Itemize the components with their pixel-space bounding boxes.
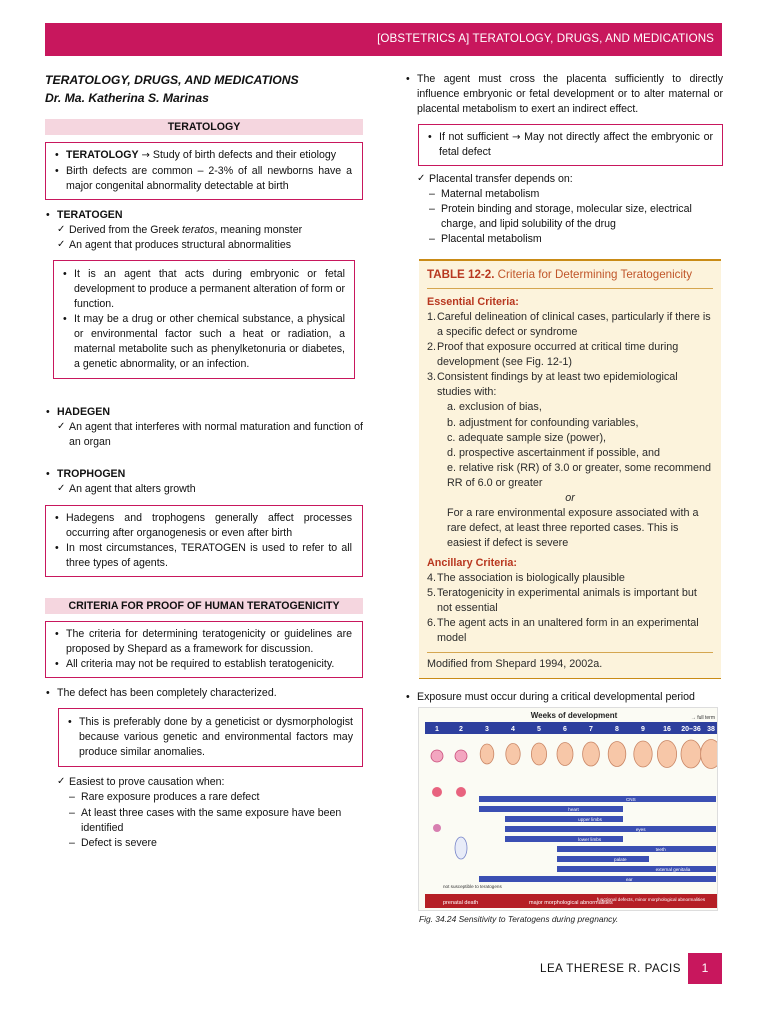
sensitivity-bar-label: palate	[614, 857, 627, 863]
placental-transfer-item: – Protein binding and storage, molecular size, electrical charge, and lipid solubility of the drug	[429, 202, 723, 232]
embryo-icon	[431, 750, 443, 762]
table-criterion: 1. Careful delineation of clinical cases, particularly if there is a specific defect or syndrome	[427, 310, 711, 338]
arrow-right-icon: →	[141, 150, 150, 162]
table-subcriterion: c. adequate sample size (power),	[447, 431, 607, 444]
sensitivity-bar-label: upper limbs	[578, 817, 602, 823]
weeks-header-band	[425, 722, 717, 734]
week-label: 20–36	[681, 726, 701, 734]
sensitivity-bar	[557, 846, 716, 852]
sensitivity-bar	[557, 866, 716, 872]
placental-transfer-item: – Placental metabolism	[429, 232, 723, 247]
week-label: 16	[663, 726, 671, 734]
embryo-icon	[456, 787, 466, 797]
document-title: TERATOLOGY, DRUGS, AND MEDICATIONS	[45, 73, 299, 87]
page-number: 1	[688, 953, 722, 984]
document-header-bar	[45, 23, 722, 56]
week-label: 7	[589, 726, 593, 734]
embryo-icon	[608, 742, 626, 767]
critical-period-note: • Exposure must occur during a critical developmental period	[405, 690, 723, 705]
teratogen-block	[45, 208, 363, 223]
callout-item: • In most circumstances, TERATOGEN is used to refer to all three types of agents.	[54, 541, 352, 571]
teratogen-term: TERATOGEN	[57, 208, 123, 221]
left-column	[45, 72, 363, 851]
sensitivity-bar-label: ear	[625, 877, 633, 883]
callout-item: • Hadegens and trophogens generally affect processes occurring after organogenesis or even after birth	[54, 511, 352, 541]
teratology-definition: • TERATOLOGY → Study of birth defects and their etiology	[54, 148, 352, 163]
causation-item: – Rare exposure produces a rare defect	[69, 790, 363, 805]
teratogen-origin: ✓ Derived from the Greek teratos, meaning monster	[57, 223, 363, 238]
week-label: 38	[707, 726, 715, 734]
embryo-icon	[480, 744, 494, 764]
figure-caption: Fig. 34.24 Sensitivity to Teratogens during pregnancy.	[419, 914, 619, 925]
table-criterion: 5. Teratogenicity in experimental animals is important but not essential	[427, 586, 697, 614]
hadegen-trophogen-callout-box	[45, 505, 363, 577]
section-heading-criteria: CRITERIA FOR PROOF OF HUMAN TERATOGENICITY	[45, 598, 363, 614]
table-criterion: 6. The agent acts in an unaltered form in an experimental model	[427, 616, 699, 645]
sensitivity-bar-label: CNS	[625, 797, 636, 803]
hadegen-term: HADEGEN	[57, 405, 110, 418]
major-abnormalities-label: major morphological abnormalities	[529, 900, 613, 907]
callout-item: • The criteria for determining teratogenicity or guidelines are proposed by Shepard as a framework for discussion.	[54, 627, 352, 657]
sufficiency-callout-box	[418, 124, 723, 166]
arrow-right-icon: →	[512, 132, 521, 144]
week-label: 6	[563, 726, 567, 734]
week-label: 1	[435, 726, 439, 734]
table-title: TABLE 12-2. Criteria for Determining Teratogenicity	[427, 267, 713, 288]
trophogen-definition: ✓ An agent that alters growth	[57, 482, 363, 497]
embryo-icon	[531, 743, 546, 765]
callout-item: • All criteria may not be required to establish teratogenicity.	[54, 657, 352, 672]
embryo-icon	[634, 741, 652, 767]
table-criterion: 3. Consistent findings by at least two epidemiological studies with:	[427, 371, 678, 399]
causation-item: – At least three cases with the same exposure have been identified	[69, 806, 363, 836]
ancillary-criteria-heading: Ancillary Criteria:	[427, 556, 518, 569]
table-subcriterion: b. adjustment for confounding variables,	[447, 416, 639, 429]
sensitivity-bar	[479, 806, 623, 812]
prenatal-death-label: prenatal death	[443, 900, 479, 907]
embryo-icon	[583, 742, 600, 766]
sensitivity-bar	[505, 816, 623, 822]
table-criterion: 2. Proof that exposure occurred at critical time during development (see Fig. 12-1)	[427, 341, 679, 369]
embryo-icon	[455, 750, 467, 762]
criteria-callout-box	[45, 621, 363, 678]
teratogen-callout-item: • It is an agent that acts during embryonic or fetal development to produce a permanent alteration of form or function.	[62, 267, 345, 312]
sensitivity-bar	[557, 856, 649, 862]
sensitivity-bar-label: lower limbs	[578, 837, 602, 843]
table-footnote: Modified from Shepard 1994, 2002a.	[427, 652, 713, 672]
week-label: 3	[485, 726, 489, 734]
teratology-callout-box	[45, 142, 363, 199]
week-label: 4	[511, 726, 515, 734]
teratogen-definition: ✓ An agent that produces structural abnormalities	[57, 238, 363, 253]
placental-transfer-item: – Maternal metabolism	[429, 187, 723, 202]
sensitivity-bar-label: heart	[568, 807, 579, 813]
not-susceptible-label: not susceptible to teratogens	[443, 884, 502, 890]
week-label: 9	[641, 726, 645, 734]
sensitivity-bar	[505, 826, 716, 832]
embryo-icon	[701, 740, 718, 769]
embryo-icon	[657, 741, 676, 768]
hadegen-definition: ✓ An agent that interferes with normal maturation and function of an organ	[57, 420, 363, 450]
sensitivity-bar	[505, 836, 623, 842]
table-criterion: 4. The association is biologically plausible	[427, 571, 625, 584]
callout-item: • This is preferably done by a geneticist or dysmorphologist because various genetic and environmental factors may produce similar anomalies.	[67, 715, 353, 760]
sensitivity-bar	[479, 876, 716, 882]
header-title: [OBSTETRICS A] TERATOLOGY, DRUGS, AND MEDICATIONS	[377, 32, 714, 46]
week-label: 8	[615, 726, 619, 734]
embryo-icon	[432, 787, 442, 797]
sensitivity-bar	[479, 796, 716, 802]
sensitivity-bar-label: teeth	[655, 847, 666, 853]
document-author: Dr. Ma. Katherina S. Marinas	[45, 90, 209, 105]
embryo-icon	[557, 743, 573, 766]
table-or: or	[565, 492, 575, 505]
figure-heading: Weeks of development	[530, 711, 618, 721]
embryo-icon	[433, 824, 441, 832]
week-label: 5	[537, 726, 541, 734]
sensitivity-bar-label: external genitalia	[655, 867, 691, 873]
birth-defects-note: • Birth defects are common – 2-3% of all newborns have a major congenital abnormality detectable at birth	[54, 164, 352, 194]
sensitivity-chart	[419, 708, 718, 911]
teratogen-callout-box	[53, 260, 355, 379]
causation-heading: ✓ Easiest to prove causation when:	[57, 775, 363, 790]
table-rare-exposure: For a rare environmental exposure associated with a rare defect, at least three reported cases. This is easiest if defect is severe	[447, 507, 699, 550]
section-heading-teratology: TERATOLOGY	[45, 119, 363, 135]
sufficiency-note: • If not sufficient → May not directly affect the embryonic or fetal defect	[427, 130, 713, 160]
embryo-icon	[681, 740, 701, 768]
week-label: 2	[459, 726, 463, 734]
right-column	[405, 72, 723, 926]
geneticist-callout-box	[58, 708, 363, 767]
trophogen-term: TROPHOGEN	[57, 468, 126, 481]
full-term-label: → full term	[690, 715, 715, 722]
embryo-icon	[506, 744, 520, 765]
table-subcriterion: a. exclusion of bias,	[447, 401, 542, 414]
footer-author: LEA THERESE R. PACIS	[540, 962, 682, 975]
table-subcriterion: d. prospective ascertainment if possible, and	[447, 446, 661, 459]
teratogen-callout-item: • It may be a drug or other chemical substance, a physical or environmental factor such a heat or radiation, a maternal metabolite such as phenylketonuria or diabetes, a genetic abnormality, or an infection.	[62, 312, 345, 372]
placenta-crossing-note: • The agent must cross the placenta sufficiently to directly influence embryonic or fetal development or to alter maternal or placental metabolism to exert an indirect effect.	[405, 72, 723, 117]
embryo-icon	[455, 837, 467, 859]
functional-defects-label: functional defects, minor morphological abnormalities	[596, 897, 706, 903]
causation-item: – Defect is severe	[69, 836, 363, 851]
placental-transfer-heading: ✓ Placental transfer depends on:	[417, 172, 723, 187]
sensitivity-bar-label: eyes	[635, 827, 646, 833]
table-subcriterion: e. relative risk (RR) of 3.0 or greater, some recommend RR of 6.0 or greater	[447, 461, 712, 489]
sensitivity-figure	[418, 707, 718, 911]
criteria-table	[419, 259, 721, 679]
defect-characterized: • The defect has been completely characterized.	[45, 686, 363, 701]
essential-criteria-heading: Essential Criteria:	[427, 295, 519, 308]
